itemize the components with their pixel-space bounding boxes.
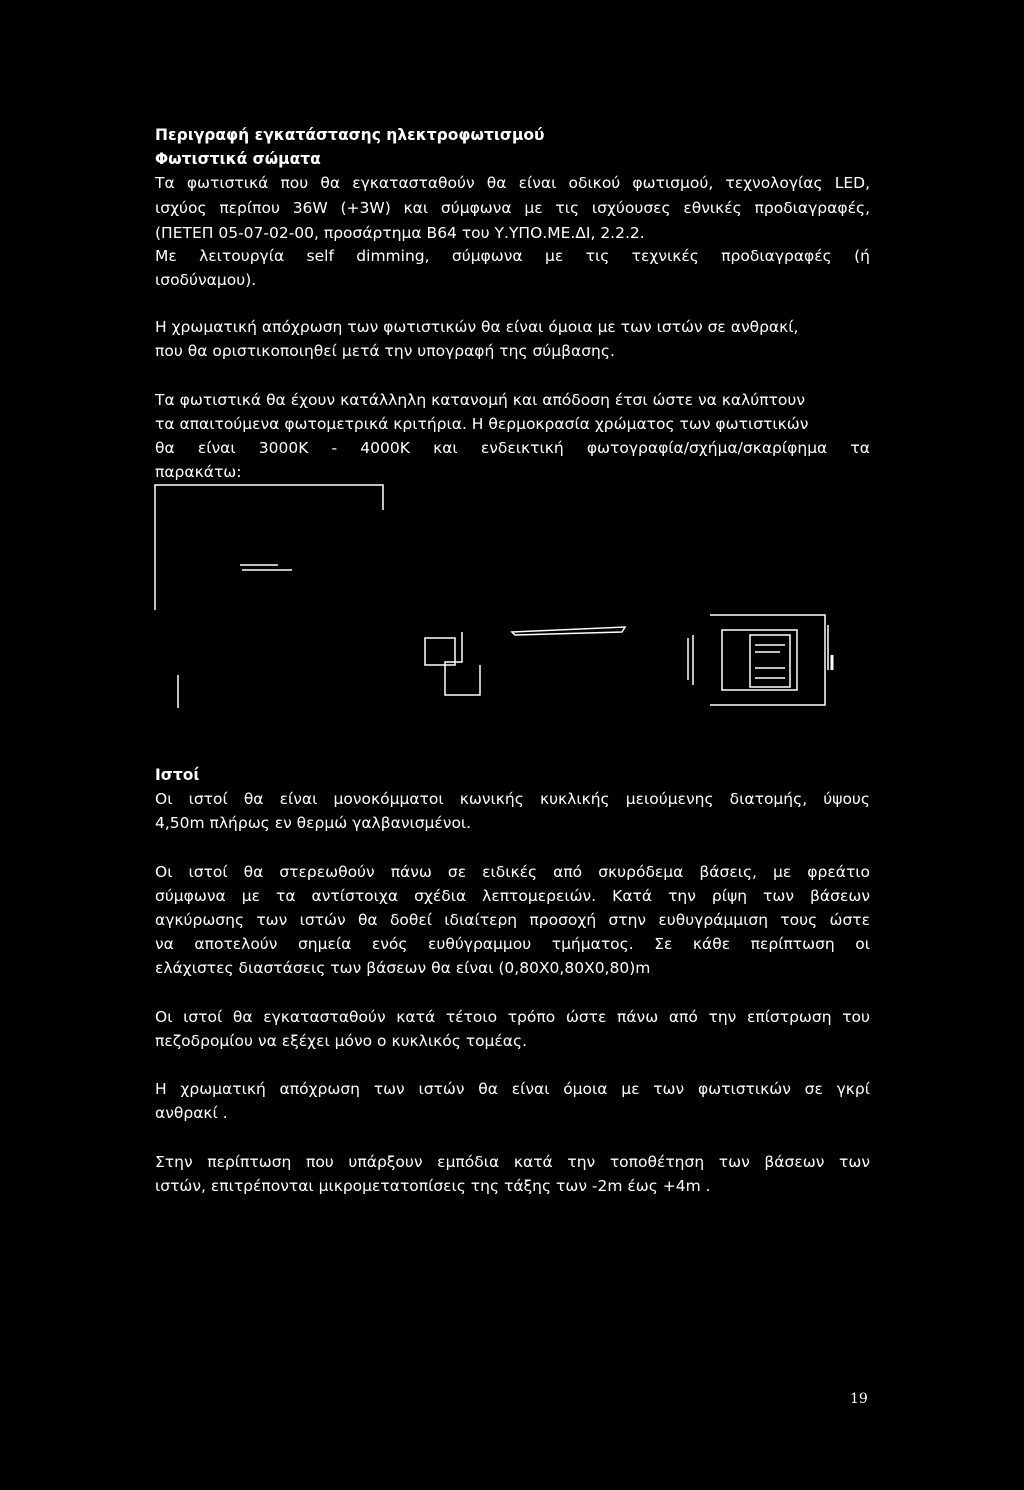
sketch-head-box: [722, 630, 797, 690]
section-title: Περιγραφή εγκατάστασης ηλεκτροφωτισμού: [155, 126, 545, 144]
sketch-arm: [512, 627, 625, 635]
text-line: Τα φωτιστικά που θα εγκατασταθούν θα είναι οδικού φωτισμού, τεχνολογίας LED,: [155, 174, 870, 192]
sketch-bracket: [425, 638, 455, 665]
text-line: να αποτελούν σημεία ενός ευθύγραμμου τμήματος. Σε κάθε περίπτωση οι: [155, 935, 870, 953]
sketch-head: [710, 615, 825, 705]
text-line: Η χρωματική απόχρωση των φωτιστικών θα είναι όμοια με των ιστών σε ανθρακί,: [155, 318, 799, 336]
text-line: ιστών, επιτρέπονται μικρομετατοπίσεις της τάξης των -2m έως +4m .: [155, 1177, 711, 1195]
sketch-head-inner: [750, 635, 790, 687]
text-line: (ΠΕΤΕΠ 05-07-02-00, προσάρτημα Β64 του Υ.ΥΠΟ.ΜΕ.ΔΙ, 2.2.2.: [155, 224, 645, 242]
section-heading-poles: Ιστοί: [155, 766, 200, 784]
text-line: Οι ιστοί θα εγκατασταθούν κατά τέτοιο τρόπο ώστε πάνω από την επίστρωση του: [155, 1008, 870, 1026]
text-line: αγκύρωσης των ιστών θα δοθεί ιδιαίτερη προσοχή στην ευθυγράμμιση τους ώστε: [155, 911, 870, 929]
text-line: πεζοδρομίου να εξέχει μόνο ο κυκλικός τομέας.: [155, 1032, 528, 1050]
text-line: Οι ιστοί θα είναι μονοκόμματοι κωνικής κυκλικής μειούμενης διατομής, ύψους: [155, 790, 870, 808]
sketch-frame: [155, 485, 383, 610]
page-number: 19: [850, 1391, 868, 1407]
text-line: Οι ιστοί θα στερεωθούν πάνω σε ειδικές από σκυρόδεμα βάσεις, με φρεάτιο: [155, 863, 870, 881]
luminaire-sketch: [150, 480, 850, 715]
text-line: που θα οριστικοποιηθεί μετά την υπογραφή της σύμβασης.: [155, 342, 615, 360]
section-subtitle: Φωτιστικά σώματα: [155, 150, 321, 168]
text-line: θα είναι 3000Κ - 4000Κ και ενδεικτική φωτογραφία/σχήμα/σκαρίφημα τα: [155, 439, 870, 457]
text-line: τα απαιτούμενα φωτομετρικά κριτήρια. Η θερμοκρασία χρώματος των φωτιστικών: [155, 415, 809, 433]
text-line: Τα φωτιστικά θα έχουν κατάλληλη κατανομή και απόδοση έτσι ώστε να καλύπτουν: [155, 391, 806, 409]
text-line: 4,50m πλήρως εν θερμώ γαλβανισμένοι.: [155, 814, 472, 832]
text-line: σύμφωνα με τα αντίστοιχα σχέδια λεπτομερειών. Κατά την ρίψη των βάσεων: [155, 887, 870, 905]
text-line: Στην περίπτωση που υπάρξουν εμπόδια κατά την τοποθέτηση των βάσεων των: [155, 1153, 870, 1171]
text-line: ισχύος περίπου 36W (+3W) και σύμφωνα με τις ισχύουσες εθνικές προδιαγραφές,: [155, 199, 870, 217]
sketch-bracket: [445, 632, 480, 695]
text-line: Με λειτουργία self dimming, σύμφωνα με τις τεχνικές προδιαγραφές (ή: [155, 247, 870, 265]
text-line: παρακάτω:: [155, 463, 242, 481]
text-line: ισοδύναμου).: [155, 271, 257, 289]
text-line: ελάχιστες διαστάσεις των βάσεων θα είναι (0,80Χ0,80Χ0,80)m: [155, 959, 651, 977]
text-line: Η χρωματική απόχρωση των ιστών θα είναι όμοια με των φωτιστικών σε γκρί: [155, 1080, 870, 1098]
text-line: ανθρακί .: [155, 1104, 228, 1122]
